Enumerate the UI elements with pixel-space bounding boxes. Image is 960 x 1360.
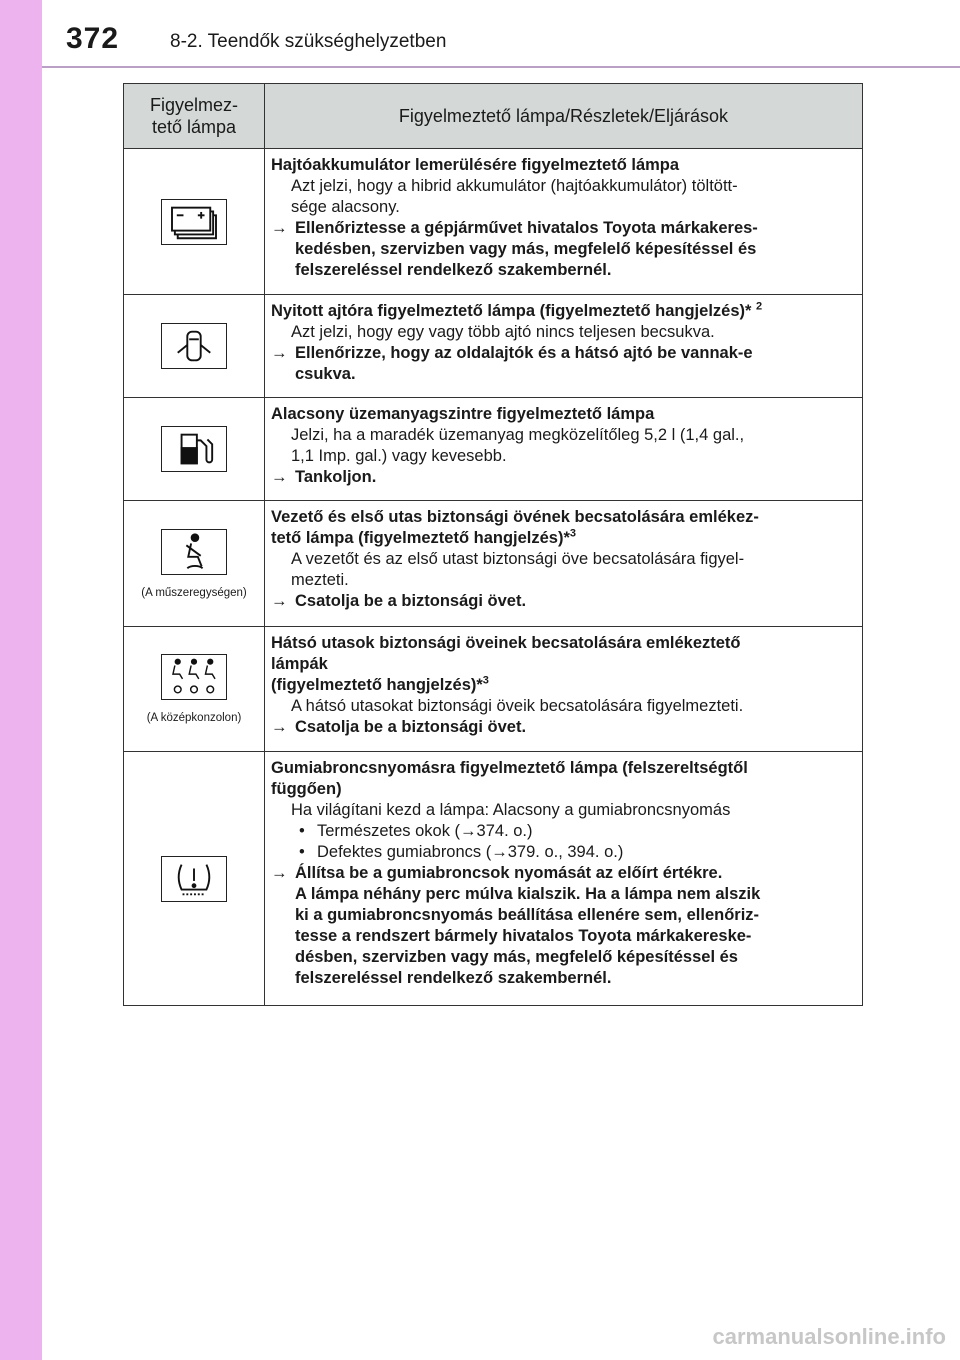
header-divider [42,66,960,68]
table-row [124,752,863,1006]
list-item-text: Természetes okok (→374. o.) [317,822,533,840]
entry-title [271,633,854,696]
table-header-row [124,84,863,149]
icon-cell [124,149,265,295]
entry-action [271,591,854,612]
footnote-marker: 3 [569,527,577,540]
fuel-pump-icon [161,426,227,472]
arrow-icon: → [271,468,288,486]
list-item [271,821,854,842]
watermark: carmanualsonline.info [712,1324,946,1349]
entry-title [271,507,854,549]
page-number: 372 [66,22,120,55]
icon-cell [124,398,265,501]
entry-action-text: Csatolja be a biztonsági övet. [295,592,527,610]
detail-cell [265,627,863,752]
hybrid-battery-icon [161,199,227,245]
arrow-icon: → [271,219,288,237]
entry-title-text: Hajtóakkumulátor lemerülésére figyelmeztető lámpa [271,156,680,174]
footnote-marker: 3 [482,674,489,687]
entry-action [271,717,854,738]
entry-title-text: Alacsony üzemanyagszintre figyelmeztető lámpa [271,405,655,423]
icon-cell [124,627,265,752]
entry-action-text: Tankoljon. [295,468,377,486]
entry-action [271,467,854,488]
entry-title [271,404,854,425]
footnote-marker: 2 [756,300,763,313]
entry-action-text: Ellenőrizze, hogy az oldalajtók és a hátsó ajtó be vannak-e csukva. [295,344,753,383]
entry-title-text: Nyitott ajtóra figyelmeztető lámpa (figyelmeztető hangjelzés)* [271,302,752,320]
entry-description: A vezetőt és az első utast biztonsági öve becsatolására figyel- mezteti. [291,550,745,589]
icon-caption: (A középkonzolon) [146,712,242,724]
arrow-icon: → [271,592,288,610]
detail-cell [265,295,863,398]
list-item-text: Defektes gumiabroncs (→379. o., 394. o.) [317,843,624,861]
detail-cell [265,398,863,501]
entry-title [271,301,854,322]
entry-description: A hátsó utasokat biztonsági öveik becsatolására figyelmezteti. [291,697,744,715]
table-row [124,295,863,398]
entry-action-text: Állítsa be a gumiabroncsok nyomását az előírt értékre. A lámpa néhány perc múlva kialszik. Ha a lámpa nem alszik ki a gumiabroncsnyomás beállítása ellenére sem, ellenőriz- tesse a rendszert bármely hivatalos Toyota márkakereske- désben, szervizben vagy más, megfelelő képesítéssel és felszereléssel rendelkező szakembernél. [295,864,761,987]
entry-description: Jelzi, ha a maradék üzemanyag megközelítőleg 5,2 l (1,4 gal., 1,1 Imp. gal.) vagy kevesebb. [291,426,745,465]
table-row [124,149,863,295]
icon-cell [124,501,265,627]
detail-cell [265,149,863,295]
entry-action [271,218,854,281]
col-header-detail: Figyelmeztető lámpa/Részletek/Eljárások [265,84,863,149]
entry-title-text: Hátsó utasok biztonsági öveinek becsatolására emlékeztető lámpák (figyelmeztető hangjelzés)* [271,634,741,694]
entry-action [271,863,854,989]
tire-pressure-icon [161,856,227,902]
warning-light-table [123,83,863,1006]
table-row [124,627,863,752]
bullet-icon: • [299,822,305,840]
icon-cell [124,752,265,1006]
entry-title [271,155,854,176]
arrow-icon: → [271,344,288,362]
entry-description: Azt jelzi, hogy egy vagy több ajtó nincs teljesen becsukva. [291,323,715,341]
entry-action [271,343,854,385]
list-item [271,842,854,863]
col-header-icon: Figyelmez- tető lámpa [124,84,265,149]
bullet-icon: • [299,843,305,861]
seatbelt-icon [161,529,227,575]
side-color-strip [0,0,42,1360]
icon-caption: (A műszeregységen) [141,586,247,599]
table-row [124,501,863,627]
detail-cell [265,752,863,1006]
arrow-icon: → [271,718,288,736]
entry-title: Gumiabroncsnyomásra figyelmeztető lámpa (felszereltségtől függően) [271,759,748,798]
section-title: 8-2. Teendők szükséghelyzetben [170,31,447,52]
entry-description: Ha világítani kezd a lámpa: Alacsony a gumiabroncsnyomás [291,801,731,819]
detail-cell [265,501,863,627]
entry-title-text: Vezető és első utas biztonsági övének becsatolására emlékez- tető lámpa (figyelmeztető hangjelzés)* [271,508,759,547]
rear-seatbelt-icon [161,654,227,700]
entry-description: Azt jelzi, hogy a hibrid akkumulátor (hajtóakkumulátor) töltött- sége alacsony. [291,177,738,216]
open-door-icon [161,323,227,369]
icon-cell [124,295,265,398]
entry-action-text: Csatolja be a biztonsági övet. [295,718,527,736]
entry-action-text: Ellenőriztesse a gépjárművet hivatalos Toyota márkakeres- kedésben, szervizben vagy más, megfelelő képesítéssel és felszereléssel rendelkező szakembernél. [295,219,758,279]
table-row [124,398,863,501]
arrow-icon: → [271,864,288,882]
